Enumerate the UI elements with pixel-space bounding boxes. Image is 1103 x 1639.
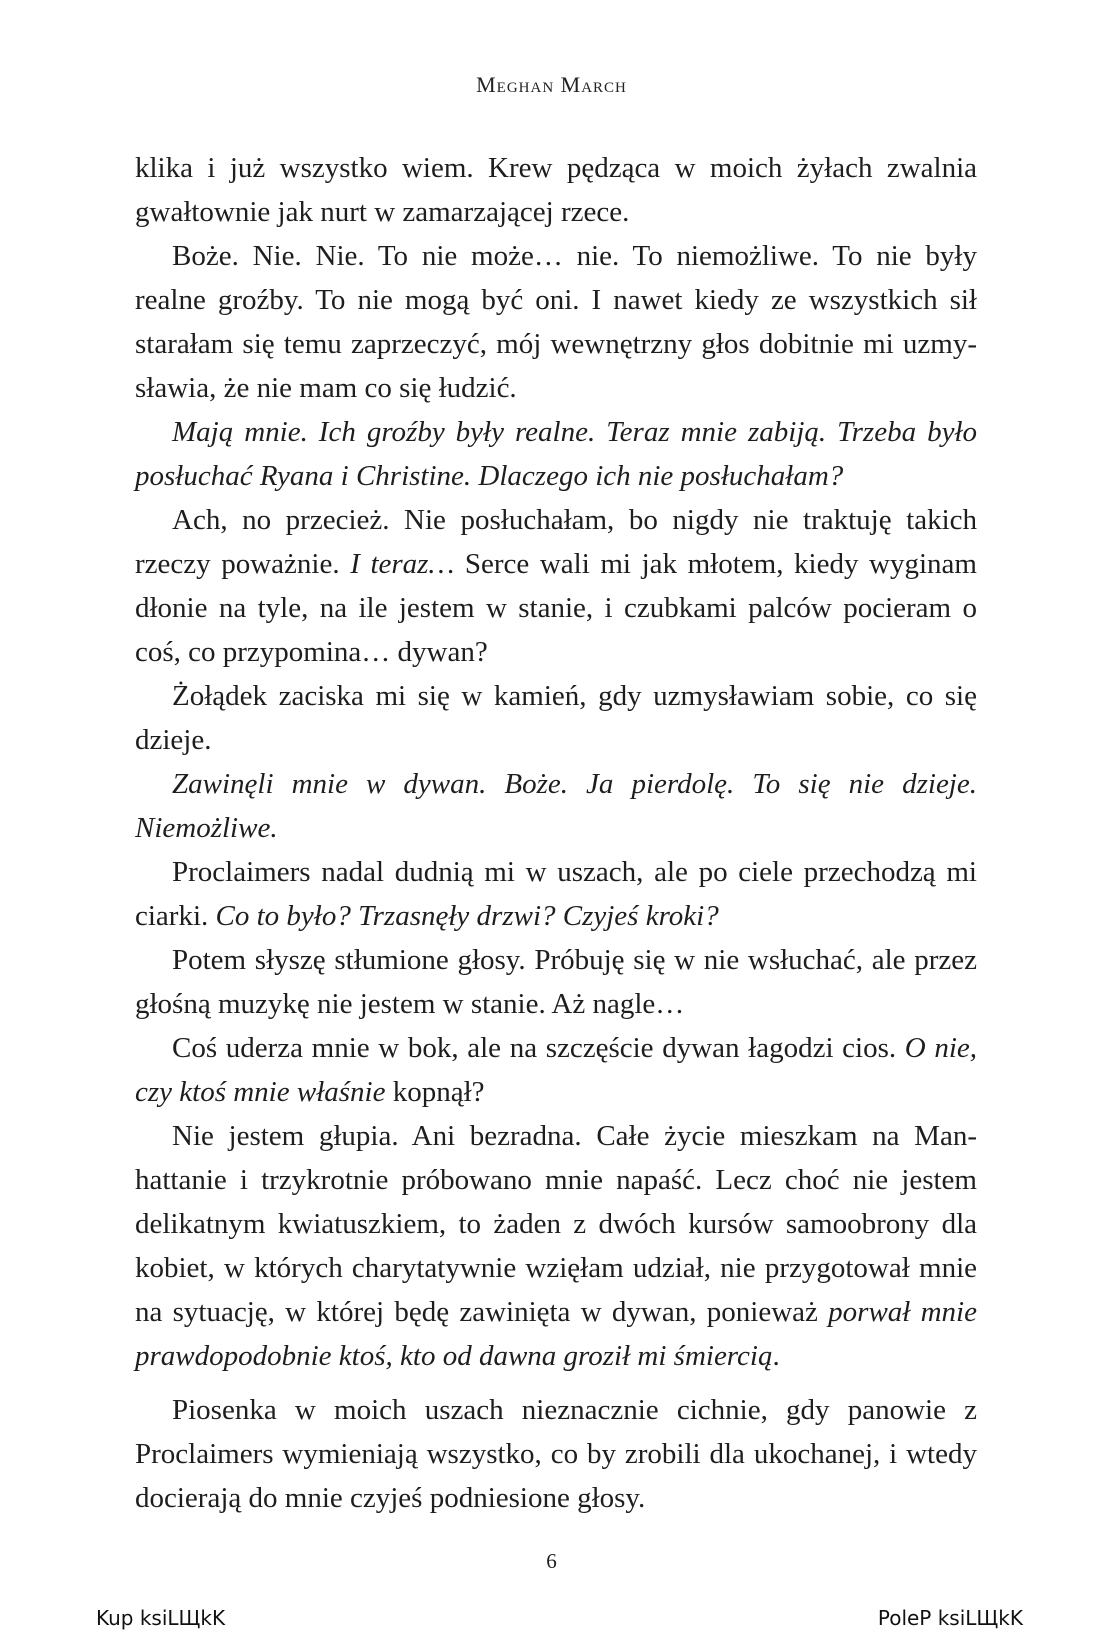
buy-book-link[interactable]: Kup ksiLЩkK (96, 1606, 226, 1630)
recommend-book-link[interactable]: PoleP ksiLЩkK (877, 1606, 1023, 1630)
paragraph (135, 850, 977, 938)
text-run: Nie jestem głupia. Ani bezradna. Całe życie mieszkam na Manhattanie i trzykrotnie próbowano mnie napaść. Lecz choć nie jestem delikatnym kwiatuszkiem, to żaden z dwóch kursów samoobrony dla kobiet, w których charytatywnie wzięłam udział, nie przygotował mnie na sytuację, w której będę zawinięta w dywan, ponieważ (135, 1120, 977, 1328)
text-run: Serce wali mi jak młotem, kiedy wyginam dłonie na tyle, na ile jestem w stanie, i czubkami palców pocieram o coś, co przypomina… dywan? (135, 548, 977, 668)
paragraph: Boże. Nie. Nie. To nie może… nie. To niemożliwe. To nie były realne groźby. To nie mogą być oni. I nawet kiedy ze wszystkich sił starałam się temu zaprzeczyć, mój wewnętrzny głos dobitnie mi uzmysławia, że nie mam co się łudzić. (135, 240, 977, 404)
paragraph (135, 1114, 977, 1378)
text-run: Ach, no przecież. Nie posłuchałam, bo nigdy nie traktuję takich rzeczy poważnie. (135, 504, 977, 580)
text-run-italic: porwał mnie prawdopodobnie ktoś, kto od dawna groził mi śmiercią (135, 1296, 977, 1372)
paragraph-italic: Mają mnie. Ich groźby były realne. Teraz mnie zabiją. Trzeba było posłuchać Ryana i Christine. Dlaczego ich nie posłuchałam? (135, 416, 977, 492)
text-run: Proclaimers nadal dudnią mi w uszach, ale po ciele przechodzą mi ciarki. (135, 856, 977, 932)
body-text (135, 146, 977, 1520)
text-run-italic: I teraz… (350, 548, 455, 580)
paragraph (135, 498, 977, 674)
paragraph: Piosenka w moich uszach nieznacznie cichnie, gdy panowie z Proclaimers wymieniają wszystko, co by zrobili dla ukochanej, i wtedy docierają do mnie czyjeś podniesione głosy. (135, 1394, 977, 1514)
paragraph: Potem słyszę stłumione głosy. Próbuję się w nie wsłuchać, ale przez głośną muzykę nie jestem w stanie. Aż nagle… (135, 944, 977, 1020)
text-run: . (772, 1340, 780, 1372)
paragraph: klika i już wszystko wiem. Krew pędząca w moich żyłach zwalnia gwałtownie jak nurt w zamarzającej rzece. (135, 152, 977, 228)
text-run: Coś uderza mnie w bok, ale na szczęście dywan łagodzi cios. (172, 1032, 905, 1064)
page-number: 6 (546, 1549, 557, 1573)
text-run: kopnął? (385, 1076, 485, 1108)
paragraph (135, 1026, 977, 1114)
paragraph-italic: Zawinęli mnie w dywan. Boże. Ja pierdolę. To się nie dzieje. Niemożliwe. (135, 768, 977, 844)
paragraph: Żołądek zaciska mi się w kamień, gdy uzmysławiam sobie, co się dzieje. (135, 680, 977, 756)
text-run-italic: O nie, czy ktoś mnie właśnie (135, 1032, 978, 1108)
text-run-italic: Co to było? Trzasnęły drzwi? Czyjeś kroki? (215, 900, 719, 932)
running-header: Meghan March (476, 72, 627, 97)
